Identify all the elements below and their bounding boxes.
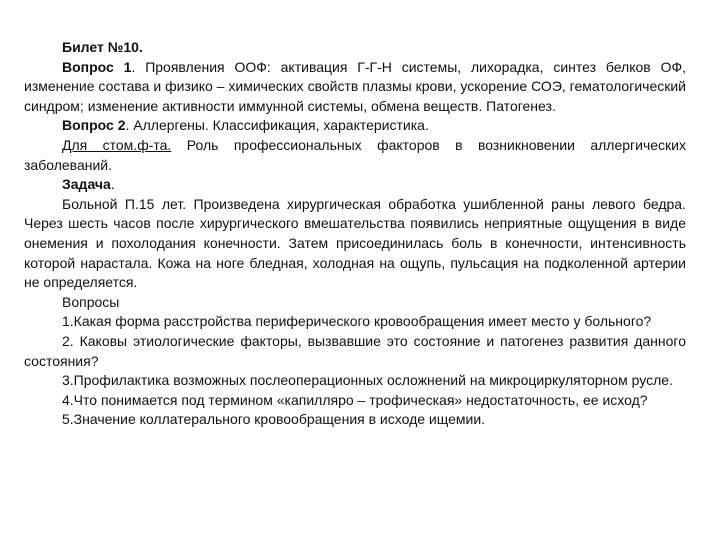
ticket-document [24,38,686,430]
question-item-4: 4.Что понимается под термином «капилляро – трофическая» недостаточность, ее исход? [62,391,648,408]
question-2-label: Вопрос 2 [62,117,126,134]
question-item-1: 1.Какая форма расстройства периферического кровообращения имеет место у больного? [62,313,652,330]
task-label: Задача [62,176,111,193]
question-item-2: 2. Каковы этиологические факторы, вызвавшие это состояние и патогенез развития данного состояния? [24,332,686,369]
stom-text: Роль профессиональных факторов в возникновении аллергических заболеваний. [24,136,687,173]
task-heading [24,175,686,195]
question-item-3: 3.Профилактика возможных послеоперационных осложнений на микроциркуляторном русле. [62,372,673,389]
question-1-label: Вопрос 1 [62,58,132,75]
question-item-5: 5.Значение коллатерального кровообращения в исходе ищемии. [62,411,486,428]
question-2-text: . Аллергены. Классификация, характеристика. [125,117,429,134]
question-1-text: . Проявления ООФ: активация Г-Г-Н системы, лихорадка, синтез белков ОФ, изменение состава и физико – химических свойств плазмы крови, ускорение СОЭ, гематологический синдром; изменение активности иммунной системы, обмена веществ. Патогенез. [24,58,687,114]
questions-label: Вопросы [62,293,120,310]
stom-label: Для стом.ф-та. [62,136,172,153]
task-dot: . [110,176,115,193]
question-2 [24,116,686,136]
task-text: Больной П.15 лет. Произведена хирургическая обработка ушибленной раны левого бедра. Через шесть часов после хирургического вмешательства появились неприятные ощущения в виде онемения и похолодания конечности. Затем присоединилась боль в конечности, интенсивность которой нарастала. Кожа на ноге бледная, холодная на ощупь, пульсация на подколенной артерии не определяется. [24,195,686,291]
question-1 [24,58,686,117]
stom-question [24,136,686,175]
ticket-title: Билет №10. [62,39,143,55]
